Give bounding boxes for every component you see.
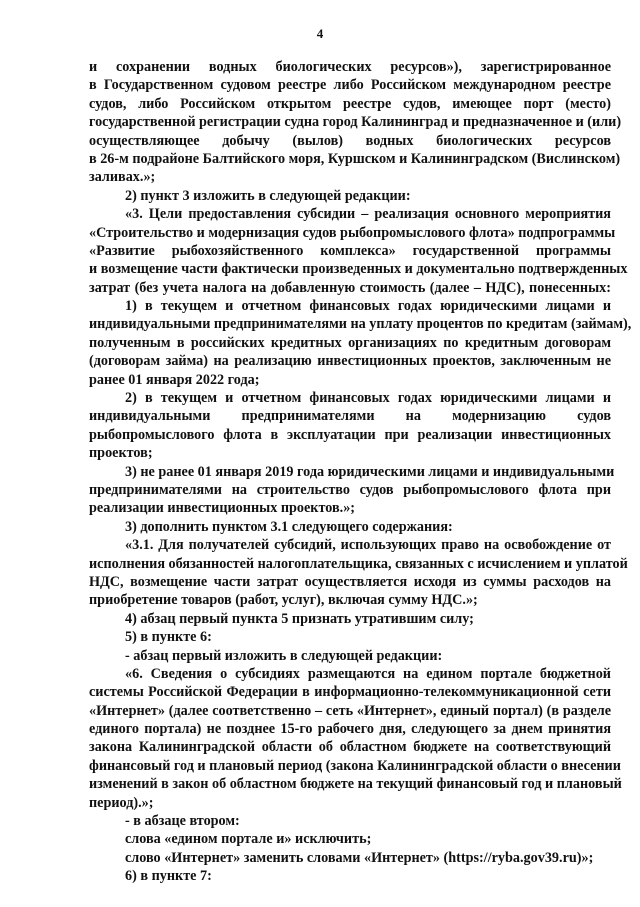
text-line: рыбопромыслового флота в эксплуатации при реализации инвестиционных	[89, 426, 611, 443]
text-line: «Интернет» (далее соответственно – сеть «Интернет», единый портал) (в разделе	[89, 702, 611, 719]
text-line: «Развитие рыбохозяйственного комплекса» государственной программы	[89, 242, 611, 259]
text-line: - в абзаце втором:	[125, 813, 240, 830]
text-line: слово «Интернет» заменить словами «Интернет» (https://ryba.gov39.ru)»;	[125, 849, 594, 866]
text-line: финансовый год и плановый период (закона Калининградской области о внесении	[89, 757, 621, 774]
text-line: реализации инвестиционных проектов.»;	[89, 500, 356, 517]
text-line: 3) не ранее 01 января 2019 года юридическими лицами и индивидуальными	[125, 463, 615, 480]
text-line: 6) в пункте 7:	[125, 868, 212, 885]
text-line: «3.1. Для получателей субсидий, использующих право на освобождение от	[125, 537, 611, 554]
text-line: затрат (без учета налога на добавленную стоимость (далее – НДС), понесенных:	[89, 279, 611, 296]
text-line: 5) в пункте 6:	[125, 629, 212, 646]
text-line: закона Калининградской области об областном бюджете на соответствующий	[89, 739, 611, 756]
text-line: системы Российской Федерации в информационно-телекоммуникационной сети	[89, 684, 611, 701]
text-line: и сохранении водных биологических ресурсов»), зарегистрированное	[89, 59, 611, 75]
text-line: единого портала) не позднее 15-го рабочего дня, следующего за днем принятия	[89, 721, 611, 738]
text-line: 3) дополнить пунктом 3.1 следующего содержания:	[125, 518, 453, 535]
text-line: предпринимателями на строительство судов рыбопромыслового флота при	[89, 481, 611, 498]
text-line: - абзац первый изложить в следующей редакции:	[125, 647, 443, 664]
document-body	[89, 58, 632, 886]
text-line: 1) в текущем и отчетном финансовых годах юридическими лицами и	[125, 298, 611, 315]
text-line: судов, либо Российском открытом реестре судов, имеющее порт (место)	[89, 95, 611, 112]
text-line: слова «едином портале и» исключить;	[125, 831, 372, 848]
text-line: в 26-м подрайоне Балтийского моря, Куршском и Калининградском (Вислинском)	[89, 150, 621, 167]
text-line: индивидуальными предпринимателями на уплату процентов по кредитам (займам),	[89, 316, 632, 333]
text-line: (договорам займа) на реализацию инвестиционных проектов, заключенным не	[89, 353, 611, 370]
text-line: проектов;	[89, 445, 153, 462]
text-line: «6. Сведения о субсидиях размещаются на едином портале бюджетной	[125, 665, 611, 682]
text-line: изменений в закон об областном бюджете на текущий финансовый год и плановый	[89, 776, 622, 793]
text-line: индивидуальными предпринимателями на модернизацию судов	[89, 408, 611, 425]
text-line: 2) пункт 3 изложить в следующей редакции:	[125, 187, 411, 204]
text-line: приобретение товаров (работ, услуг), включая сумму НДС.»;	[89, 592, 478, 609]
text-line: исполнения обязанностей налогоплательщика, связанных с исчислением и уплатой	[89, 555, 628, 572]
text-line: в Государственном судовом реестре либо Российском международном реестре	[89, 77, 611, 94]
text-line: 4) абзац первый пункта 5 признать утратившим силу;	[125, 610, 474, 627]
text-line: 2) в текущем и отчетном финансовых годах юридическими лицами и	[125, 390, 611, 407]
page-number: 4	[316, 26, 324, 41]
text-line: ранее 01 января 2022 года;	[89, 371, 260, 388]
text-line: осуществляющее добычу (вылов) водных биологических ресурсов	[89, 132, 611, 149]
text-line: полученным в российских кредитных организациях по кредитным договорам	[89, 334, 611, 351]
text-line: «3. Цели предоставления субсидии – реализация основного мероприятия	[125, 206, 611, 223]
text-line: заливах.»;	[89, 169, 156, 186]
text-line: и возмещение части фактически произведенных и документально подтвержденных	[89, 261, 628, 278]
text-line: период).»;	[89, 794, 154, 811]
text-line: «Строительство и модернизация судов рыбопромыслового флота» подпрограммы	[89, 224, 616, 241]
text-line: НДС, возмещение части затрат осуществляется исходя из суммы расходов на	[89, 573, 611, 590]
text-line: государственной регистрации судна город Калининград и предназначенное и (или)	[89, 114, 622, 131]
